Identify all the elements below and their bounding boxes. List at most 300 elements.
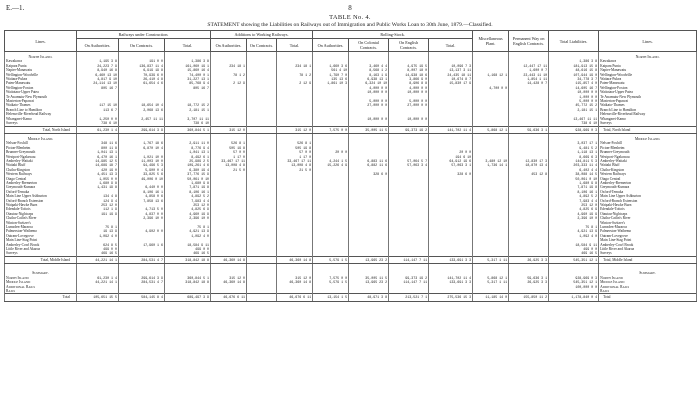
- line-name: Amberley-Waitaki: [5, 159, 77, 163]
- table-subtitle: STATEMENT showing the Liabilities on Railways out of Immigration and Public Works Loan to 30th June, 1879.—Classified.: [207, 22, 493, 28]
- amount-t: 50,061 0 10: [549, 177, 599, 181]
- amount-c3: 31,227 13 1: [165, 77, 211, 81]
- amount-t: 203,333 11 4: [549, 163, 599, 167]
- amount-r2: 8,568 1 2: [349, 68, 389, 72]
- empty-cell: [349, 52, 389, 60]
- amount-a1: 1 17 0: [211, 155, 247, 159]
- amount-m: 5,868 12 1: [473, 276, 509, 280]
- amount-c1: 800 11 8: [77, 146, 119, 150]
- amount-a3: 33,467 17 11: [277, 159, 313, 163]
- amount-c2: 191 0 0: [119, 59, 165, 63]
- amount-c3: 4,825 6 9: [165, 207, 211, 211]
- empty-cell: [277, 133, 313, 141]
- empty-cell: [429, 133, 473, 141]
- amount-c1: 19 13 9: [77, 229, 119, 233]
- amount-c1: 1,055 0 0: [77, 177, 119, 181]
- line-name-right: Waipaki-Hawke Burn: [599, 203, 697, 207]
- amount-r2: 6,882 11 6: [349, 163, 389, 167]
- col-misc-plant: Miscellaneous Plant.: [473, 31, 509, 52]
- amount-c1: 499 0 0: [77, 247, 119, 251]
- empty-cell: [429, 268, 473, 275]
- empty-cell: [277, 268, 313, 275]
- amount-t: 34,778 3 7: [549, 77, 599, 81]
- amount-a2: [247, 294, 277, 301]
- empty-cell: [473, 52, 509, 60]
- amount-c3: 37,776 15 9: [165, 172, 211, 176]
- col-additions: Additions to Working Railways.: [211, 31, 313, 39]
- amount-c3: 4,892 5 2: [165, 194, 211, 198]
- amount-c2: 70,939 6 0: [119, 73, 165, 77]
- amount-t: 144,811 5 3: [549, 159, 599, 163]
- empty-cell: [165, 52, 211, 60]
- amount-r2: 5,000 0 0: [349, 99, 389, 103]
- amount-c1: 1,680 9 8: [77, 181, 119, 185]
- line-name: Brunner-Greymouth: [5, 150, 77, 154]
- amount-t: 100,000 0 0: [549, 285, 599, 289]
- amount-c2: 2,396 10 0: [119, 216, 165, 220]
- line-name: Rails: [5, 289, 77, 294]
- amount-a1: 315 12 0: [211, 126, 247, 133]
- amount-r1: 13,154 1 5: [313, 294, 349, 301]
- empty-cell: [247, 133, 277, 141]
- line-name: Branch Line to Hamilton: [5, 108, 77, 112]
- amount-c1: 124 9 4: [77, 199, 119, 203]
- col-r-colonial: On Colonial Contracts.: [349, 39, 389, 52]
- amount-c1: 24,114 13 10: [77, 81, 119, 85]
- amount-c3: 805 16 7: [165, 86, 211, 90]
- line-name-right: Branch Line to Hamilton: [599, 108, 697, 112]
- amount-c2: 4,837 0 0: [119, 212, 165, 216]
- empty-cell: [119, 133, 165, 141]
- amount-r2: 4,000 0 0: [349, 86, 389, 90]
- amount-t: 8,669 6 3: [549, 155, 599, 159]
- line-name-right: Kaipara Punia: [599, 64, 697, 68]
- amount-t: 4,921 13 9: [549, 229, 599, 233]
- amount-c1: 191 19 9: [77, 212, 119, 216]
- line-name: Masterton-Papawai: [5, 99, 77, 103]
- amount-a3: 57 0 0: [277, 150, 313, 154]
- amount-r3: 114,147 7 11: [389, 280, 429, 284]
- line-name-right: Waitaki Bluff: [599, 163, 697, 167]
- amount-m: 1,736 14 1: [473, 163, 509, 167]
- line-name-right: Wellington-Woodville: [599, 73, 697, 77]
- amount-r1: 20 0 0: [313, 150, 349, 154]
- line-name: Helensville-Riverhead Railway: [5, 112, 77, 116]
- amount-t: 14,605 16 7: [549, 86, 599, 90]
- amount-a3: 234 18 1: [277, 64, 313, 68]
- section-label: Summary.: [5, 268, 77, 275]
- amount-r4: 141,702 11 4: [429, 276, 473, 280]
- empty-cell: [509, 52, 549, 60]
- line-name: Kaipara Punia: [5, 64, 77, 68]
- amount-c1: 6,470 16 1: [77, 155, 119, 159]
- amount-p: 12,830 17 3: [509, 159, 549, 163]
- amount-r3: 4,000 0 0: [389, 86, 429, 90]
- amount-c1: 1,041 13 1: [77, 150, 119, 154]
- line-name-right: Amberley-Bremerton: [599, 181, 697, 185]
- line-name-right: Amberley-Waitaki: [599, 159, 697, 163]
- empty-cell: [349, 268, 389, 275]
- amount-r3: 57,064 5 7: [389, 159, 429, 163]
- amount-t: 107,944 19 0: [549, 73, 599, 77]
- amount-m: 11,185 14 0: [473, 294, 509, 301]
- amount-c2: 136,837 11 4: [119, 64, 165, 68]
- amount-r3: 10,000 0 0: [389, 90, 429, 94]
- amount-t: 1,118 13 1: [549, 150, 599, 154]
- col-a-authorities: On Authorities.: [211, 39, 247, 52]
- amount-p: 14,428 0 7: [509, 81, 549, 85]
- amount-r2: 8,163 1 9: [349, 73, 389, 77]
- amount-c1: 112 1 9: [77, 207, 119, 211]
- empty-cell: [119, 268, 165, 275]
- amount-c2: 6,919 19 8: [119, 68, 165, 72]
- amount-c3: 738 6 10: [165, 121, 211, 126]
- amount-t: 6,402 4 4: [549, 168, 599, 172]
- empty-cell: [389, 52, 429, 60]
- empty-cell: [473, 133, 509, 141]
- empty-cell: [509, 133, 549, 141]
- empty-cell: [247, 268, 277, 275]
- amount-t: 1,000 0 0: [549, 95, 599, 99]
- line-name: Surveys: [5, 251, 77, 256]
- empty-cell: [165, 268, 211, 275]
- amount-r4: 20 0 0: [429, 150, 473, 154]
- line-name-right: Waitotara-Upper Patea: [599, 90, 697, 94]
- empty-cell: [313, 52, 349, 60]
- amount-c3: 4,960 19 9: [165, 212, 211, 216]
- amount-p: 59,636 3 1: [509, 276, 549, 280]
- amount-r1: 5,579 1 5: [313, 256, 349, 263]
- line-name: Palmerston-Waihemo: [5, 229, 77, 233]
- amount-t: 4,825 6 9: [549, 207, 599, 211]
- col-c-total: Total.: [165, 39, 211, 52]
- empty-cell: [77, 52, 119, 60]
- line-name: Waitara-Pukea: [5, 77, 77, 81]
- amount-c3: 360,844 5 1: [165, 276, 211, 280]
- page-series: E.—1.: [6, 4, 25, 12]
- line-name: Edendale-Toitois: [5, 207, 77, 211]
- line-name-right: Main Line-Stag Point: [599, 238, 697, 242]
- amount-r2: 3,460 4 4: [349, 64, 389, 68]
- amount-a3: 315 12 0: [277, 276, 313, 280]
- amount-r1: 1,660 3 6: [313, 64, 349, 68]
- col-a-total: Total.: [277, 39, 313, 52]
- empty-cell: [165, 133, 211, 141]
- amount-c2: 26,410 4 8: [119, 77, 165, 81]
- amount-c2: 4,713 5 0: [119, 207, 165, 211]
- amount-c3: 7,871 19 8: [165, 185, 211, 189]
- table-body: [5, 52, 697, 302]
- amount-c1: 8,940 16 8: [77, 68, 119, 72]
- amount-t: 4,892 5 2: [549, 194, 599, 198]
- amount-c3: 3,707 11 11: [165, 117, 211, 121]
- amount-p: 1,854 1 11: [509, 77, 549, 81]
- line-name-right: Total, Middle Island: [599, 256, 697, 263]
- line-name-right: Napier-Manawatu: [599, 68, 697, 72]
- empty-cell: [313, 268, 349, 275]
- line-name: Napier-Manawatu: [5, 68, 77, 72]
- empty-cell: [211, 52, 247, 60]
- amount-p: 155,850 11 2: [509, 294, 549, 301]
- col-lines-right: Lines.: [599, 31, 697, 52]
- section-label: North Island.: [5, 52, 77, 60]
- amount-t: 3,037 17 1: [549, 141, 599, 145]
- empty-cell: [349, 133, 389, 141]
- line-name-right: Westport-Ngakawau: [599, 155, 697, 159]
- amount-r3: 8,007 18 0: [389, 68, 429, 72]
- amount-r4: 57,063 3 1: [429, 163, 473, 167]
- amount-t: 545,351 12 1: [549, 256, 599, 263]
- amount-c1: 469 16 5: [77, 251, 119, 256]
- line-name: Otautau-Nightcaps: [5, 212, 77, 216]
- amount-m: 4,700 0 0: [473, 86, 509, 90]
- amount-t: 469 16 5: [549, 251, 599, 256]
- amount-c3: 360,844 5 1: [165, 126, 211, 133]
- amount-r4: 15,830 17 9: [429, 81, 473, 85]
- empty-cell: [549, 133, 599, 141]
- amount-r1: 1,861 10 3: [313, 81, 349, 85]
- amount-c3: 4,921 13 9: [165, 229, 211, 233]
- amount-c1: 1,250 0 0: [77, 117, 119, 121]
- empty-cell: [549, 52, 599, 60]
- amount-a2: [247, 126, 277, 133]
- amount-c1: 44,221 14 1: [77, 280, 119, 284]
- empty-cell: [429, 52, 473, 60]
- amount-m: 3,480 12 10: [473, 159, 509, 163]
- line-name-right: Wellington-Foxton: [599, 86, 697, 90]
- amount-r4: 141,702 11 4: [429, 126, 473, 133]
- amount-r3: 5,000 0 0: [389, 99, 429, 103]
- empty-cell: [509, 268, 549, 275]
- amount-t: 9,481 5 2: [549, 146, 599, 150]
- amount-c3: 6,380 19 4: [165, 168, 211, 172]
- line-name-right: Otago Central: [599, 177, 697, 181]
- total-row-middle: [5, 256, 697, 263]
- amount-c2: 2,068 13 6: [119, 108, 165, 112]
- line-name: Wellington-Foxton: [5, 86, 77, 90]
- amount-c2: 284,531 4 7: [119, 280, 165, 284]
- line-name: Total, North Island: [5, 126, 77, 133]
- line-name: Amberley-Bremerton: [5, 181, 77, 185]
- amount-c3: 1,092 4 0: [165, 234, 211, 238]
- col-lines: Lines.: [5, 31, 77, 52]
- empty-cell: [247, 52, 277, 60]
- line-name-right: Waitara-Pukea: [599, 77, 697, 81]
- amount-r3: 3,866 9 0: [389, 77, 429, 81]
- amount-c1: 105,651 15 5: [77, 294, 119, 301]
- amount-m: 5,317 1 11: [473, 280, 509, 284]
- amount-r4: 133,691 3 3: [429, 256, 473, 263]
- amount-c2: 284,531 4 7: [119, 256, 165, 263]
- line-name: Wellington-Woodville: [5, 73, 77, 77]
- amount-a1: 46,360 14 8: [211, 280, 247, 284]
- amount-r4: 10,096 7 3: [429, 64, 473, 68]
- amount-r2: 48,971 3 8: [349, 294, 389, 301]
- line-name-right: North Island: [599, 276, 697, 280]
- amount-c2: 61,654 4 6: [119, 81, 165, 85]
- amount-c1: 1,195 3 8: [77, 59, 119, 63]
- line-name-right: Clutha-Kingston: [599, 168, 697, 172]
- line-name-right: Nelson-Foxhill: [599, 141, 697, 145]
- amount-p: 453 12 8: [509, 172, 549, 176]
- line-name-right: Total, North Island: [599, 126, 697, 133]
- amount-c2: 4,858 0 6: [119, 194, 165, 198]
- amount-r3: 8,906 8 8: [389, 81, 429, 85]
- amount-a3: 46,360 14 8: [277, 280, 313, 284]
- col-c-authorities: On Authorities.: [77, 39, 119, 52]
- amount-r4: 64,912 19 6: [429, 159, 473, 163]
- line-name: Greymouth-Kumara: [5, 185, 77, 189]
- amount-c3: 2,181 15 1: [165, 108, 211, 112]
- line-name: Winton-Switzer's: [5, 221, 77, 225]
- line-name-right: Amberley-Cowl Brook: [599, 243, 697, 247]
- section-label: Middle Island.: [5, 133, 77, 141]
- section-north-island: [5, 52, 697, 60]
- amount-c3: 8,492 6 1: [165, 155, 211, 159]
- amount-p: 18,870 13 4: [509, 163, 549, 167]
- amount-p: 23,443 11 10: [509, 73, 549, 77]
- section-summary: [5, 268, 697, 275]
- amount-p: 1,600 0 7: [509, 68, 549, 72]
- amount-c2: 5,900 0 4: [119, 168, 165, 172]
- amount-a3: 78 1 2: [277, 73, 313, 77]
- line-name: Picton-Blenheim: [5, 146, 77, 150]
- amount-c1: 75 8 1: [77, 225, 119, 229]
- amount-c2: 1,767 18 6: [119, 141, 165, 145]
- line-name-right: Masterton-Papawai: [599, 99, 697, 103]
- amount-m: 5,317 1 11: [473, 256, 509, 263]
- line-name: Nelson-Foxhill: [5, 141, 77, 145]
- amount-a1: 13,008 4 8: [211, 163, 247, 167]
- amount-t: 115,857 4 0: [549, 81, 599, 85]
- empty-cell: [77, 133, 119, 141]
- line-name: Amberley-Cowl Brook: [5, 243, 77, 247]
- line-name-right: Whangarei-Kamo: [599, 117, 697, 121]
- line-name-right: Lumsden-Mararoa: [599, 225, 697, 229]
- amount-c1: 61,230 1 4: [77, 276, 119, 280]
- line-name: Whangarei-Kamo: [5, 117, 77, 121]
- amount-t: 5,000 0 0: [549, 99, 599, 103]
- line-name-right: Edendale-Toitois: [599, 207, 697, 211]
- amount-a1: 57 0 0: [211, 150, 247, 154]
- amount-r3: 27,000 0 0: [389, 103, 429, 107]
- amount-c2: 18,654 10 4: [119, 103, 165, 107]
- line-name: Waitotara-Upper Patea: [5, 90, 77, 94]
- line-name-right: Greymouth-Kumara: [599, 185, 697, 189]
- liabilities-table: [4, 30, 697, 302]
- line-name: Outram-Lovegrove: [5, 234, 77, 238]
- amount-a1: 315 12 0: [211, 276, 247, 280]
- line-name: Waitaki Bluff: [5, 163, 77, 167]
- amount-c1: 805 16 7: [77, 86, 119, 90]
- amount-r1: 15,226 4 9: [313, 163, 349, 167]
- amount-c1: 113 6 7: [77, 108, 119, 112]
- amount-r1: 135 13 6: [313, 77, 349, 81]
- line-name: Total, Middle Island: [5, 256, 77, 263]
- amount-t: 499 0 0: [549, 247, 599, 251]
- line-name-right: Surveys: [599, 251, 697, 256]
- amount-t: 1,680 9 8: [549, 181, 599, 185]
- line-name-right: Outram-Lovegrove: [599, 234, 697, 238]
- empty-cell: [549, 268, 599, 275]
- line-name: North Island: [5, 276, 77, 280]
- grand-total-row: [5, 294, 697, 301]
- line-name: Oxford-Temuka: [5, 190, 77, 194]
- line-name-right: Helensville-Riverhead Railway: [599, 112, 697, 116]
- amount-r1: 5,579 1 5: [313, 280, 349, 284]
- amount-c2: 7,858 13 6: [119, 199, 165, 203]
- amount-t: 1,092 4 0: [549, 234, 599, 238]
- amount-c2: 1,021 10 0: [119, 155, 165, 159]
- amount-c3: 253 12 0: [165, 203, 211, 207]
- amount-r2: 35,005 11 5: [349, 276, 389, 280]
- line-name: Te Awamutu-New Plymouth: [5, 95, 77, 99]
- col-rolling-stock: Rolling-Stock.: [313, 31, 473, 39]
- section-label-right: Middle Island.: [599, 133, 697, 141]
- amount-r4: 275,536 15 3: [429, 294, 473, 301]
- amount-c3: 109,261 4 6: [165, 163, 211, 167]
- amount-c1: 117 15 10: [77, 103, 119, 107]
- amount-c2: 6,870 10 4: [119, 146, 165, 150]
- amount-r2: 10,000 0 0: [349, 90, 389, 94]
- amount-c1: 6,460 13 10: [77, 73, 119, 77]
- line-name: Clutha-Catlin's River: [5, 216, 77, 220]
- amount-r1: 1,790 7 0: [313, 73, 349, 77]
- amount-t: 7,871 19 8: [549, 185, 599, 189]
- amount-r2: 27,000 0 0: [349, 103, 389, 107]
- amount-a1: 21 5 0: [211, 168, 247, 172]
- amount-r3: 14,938 18 6: [389, 73, 429, 77]
- line-name-right: Middle Island: [599, 280, 697, 284]
- line-name-right: Oxford-Branch Extension: [599, 199, 697, 203]
- amount-a3: 505 19 8: [277, 146, 313, 150]
- amount-r4: 24,435 18 11: [429, 73, 473, 77]
- amount-c1: 61,230 1 4: [77, 126, 119, 133]
- amount-c2: 299,614 3 9: [119, 276, 165, 280]
- line-name-right: Additional Rails: [599, 285, 697, 289]
- line-name: Waikato-Thames: [5, 103, 77, 107]
- line-name-right: Otautau-Nightcaps: [599, 212, 697, 216]
- page-number: 8: [348, 4, 352, 12]
- amount-c1: 14,689 18 7: [77, 163, 119, 167]
- line-name: Westport-Ngakawau: [5, 155, 77, 159]
- amount-r4: 13,137 3 11: [429, 68, 473, 72]
- amount-c1: 420 19 0: [77, 168, 119, 172]
- amount-a3: 1 17 0: [277, 155, 313, 159]
- empty-cell: [277, 52, 313, 60]
- amount-c1: 4,817 9 10: [77, 77, 119, 81]
- amount-t: 545,351 12 1: [549, 280, 599, 284]
- amount-a2: [247, 256, 277, 263]
- col-c-contracts: On Contracts.: [119, 39, 165, 52]
- amount-c1: 4,451 13 3: [77, 172, 119, 176]
- line-name: Total: [5, 294, 77, 301]
- amount-c2: 299,614 3 9: [119, 126, 165, 133]
- amount-c3: 25,989 2 5: [165, 159, 211, 163]
- amount-c1: 348 11 6: [77, 141, 119, 145]
- line-name: Kawakawa: [5, 59, 77, 63]
- table-title: TABLE No. 4.: [329, 14, 371, 21]
- amount-p: 59,636 3 1: [509, 126, 549, 133]
- empty-cell: [473, 268, 509, 275]
- empty-cell: [389, 133, 429, 141]
- empty-cell: [389, 268, 429, 275]
- amount-t: 738 6 10: [549, 121, 599, 126]
- amount-r3: 99,373 19 2: [389, 126, 429, 133]
- amount-c1: 134 4 8: [77, 194, 119, 198]
- amount-p: 26,925 3 3: [509, 280, 549, 284]
- amount-t: 18,584 9 11: [549, 243, 599, 247]
